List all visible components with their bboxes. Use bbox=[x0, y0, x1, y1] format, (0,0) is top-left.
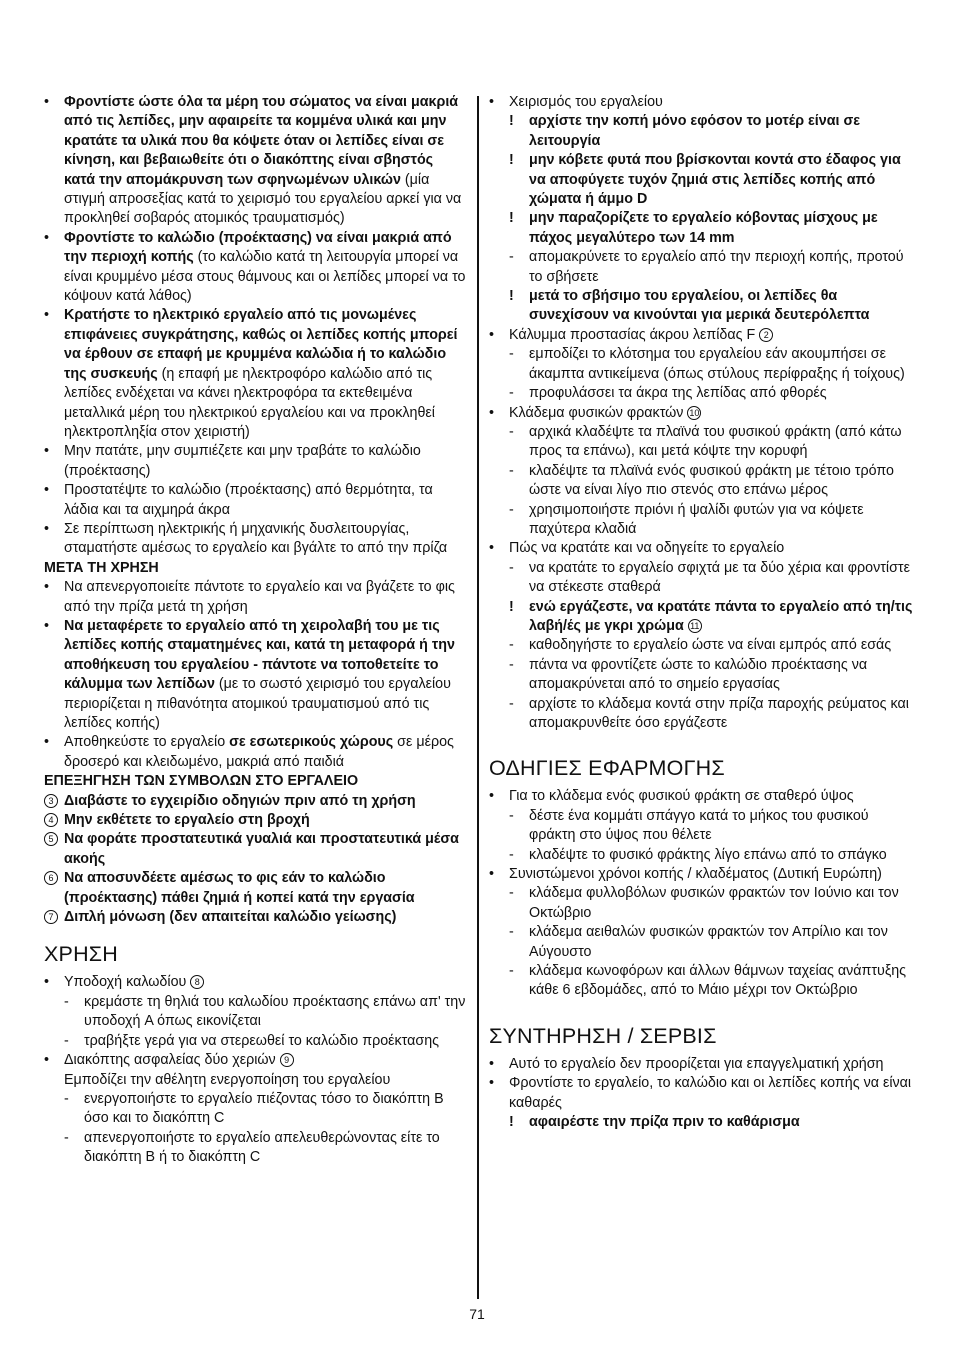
circled-number: 3 bbox=[44, 794, 58, 808]
symbol-item: 5 Να φοράτε προστατευτικά γυαλιά και προστατευτικά μέσα ακοής bbox=[44, 830, 468, 869]
warning-item: ! αρχίστε την κοπή μόνο εφόσον το μοτέρ είναι σε λειτουργία bbox=[509, 113, 861, 149]
list-item: • Αυτό το εργαλείο δεν προορίζεται για επαγγελματική χρήση bbox=[489, 1055, 884, 1072]
sub-item: - αρχικά κλαδέψτε τα πλαϊνά του φυσικού φράκτη (από κάτω προς τα επάνω), και μετά κόψτε την κορυφή bbox=[509, 423, 902, 460]
column-divider bbox=[477, 96, 479, 1299]
sub-item: - κλαδέψτε τα πλαϊνά ενός φυσικού φράκτη με τέτοιο τρόπο ώστε να είναι λίγο πιο στενός στο επάνω μέρος bbox=[509, 462, 894, 499]
symbol-item: 6 Να αποσυνδέετε αμέσως το φις εάν το καλώδιο (προέκτασης) πάθει ζημιά ή κοπεί κατά την εργασία bbox=[44, 869, 468, 908]
sub-item: - δέστε ένα κομμάτι σπάγγο κατά το μήκος του φυσικού φράκτη στο ύψος που θέλετε bbox=[509, 807, 869, 844]
circled-number: 6 bbox=[44, 871, 58, 885]
warning-item: ! ενώ εργάζεστε, να κρατάτε πάντα το εργαλείο από τη/τις λαβή/ές με γκρι χρώμα 11 bbox=[509, 598, 913, 634]
list-item: • Αποθηκεύστε το εργαλείο σε εσωτερικούς χώρους σε μέρος δροσερό και κλειδωμένο, μακριά από παιδιά bbox=[44, 734, 454, 770]
sub-item: - απομακρύνετε το εργαλείο από την περιοχή κοπής, προτού το σβήσετε bbox=[509, 249, 904, 285]
circled-number: 11 bbox=[688, 619, 702, 633]
list-item: • Διακόπτης ασφαλείας δύο χεριών 9 Εμποδίζει την αθέλητη ενεργοποίηση του εργαλείου bbox=[44, 1052, 391, 1088]
list-item: • Χειρισμός του εργαλείου bbox=[489, 94, 663, 110]
symbol-item: 4 Μην εκθέτετε το εργαλείο στη βροχή bbox=[44, 811, 468, 830]
list-item: • Μην πατάτε, μην συμπιέζετε και μην τραβάτε το καλώδιο (προέκτασης) bbox=[44, 443, 421, 479]
use-heading: ΧΡΗΣΗ bbox=[44, 942, 119, 967]
after-use-heading: ΜΕΤΑ ΤΗ ΧΡΗΣΗ bbox=[44, 559, 159, 576]
list-item: • Φροντίστε το καλώδιο (προέκτασης) να είναι μακριά από την περιοχή κοπής (το καλώδιο κατά τη λειτουργία μπορεί να είναι κρυμμένο μέσα στους θάμνους και οι λεπίδες μπορεί να το κόψουν κατά λάθος) bbox=[44, 229, 466, 305]
sub-item: - απενεργοποιήστε το εργαλείο απελευθερώνοντας είτε το διακόπτη B ή το διακόπτη C bbox=[64, 1129, 440, 1166]
list-item: • Κάλυμμα προστασίας άκρου λεπίδας F 2 bbox=[489, 326, 917, 345]
list-item: • Φροντίστε το εργαλείο, το καλώδιο και οι λεπίδες κοπής να είναι καθαρές bbox=[489, 1075, 912, 1111]
list-item: • Φροντίστε ώστε όλα τα μέρη του σώματος να είναι μακριά από τις λεπίδες, μην αφαιρείτε τα κομμένα υλικά και μην κρατάτε τα υλικά που θα κόψετε όταν οι λεπίδες είναι σε κίνηση, και βεβαιωθείτε ότι ο διακόπτης είναι σβηστός κατά την απομάκρυνση των σφηνωμένων υλικών (μία στιγμή απροσεξίας κατά το χειρισμό του εργαλείου αρκεί για να προκληθεί σοβαρός ατομικός τραυματισμός) bbox=[44, 94, 462, 227]
sub-item: - χρησιμοποιήστε πριόνι ή ψαλίδι φυτών για να κόψετε παχύτερα κλαδιά bbox=[509, 501, 864, 537]
warning-item: ! μετά το σβήσιμο του εργαλείου, οι λεπίδες θα συνεχίσουν να κινούνται για μερικά δευτερόλεπτα bbox=[509, 288, 870, 324]
sub-item: - να κρατάτε το εργαλείο σφιχτά με τα δύο χέρια και φροντίστε να στέκεστε σταθερά bbox=[509, 559, 910, 596]
warning-item: ! μην κόβετε φυτά που βρίσκονται κοντά στο έδαφος για να αποφύγετε τυχόν ζημιά στις λεπίδες κοπής από χώματα ή άμμο D bbox=[509, 152, 901, 208]
sub-item: - κλάδεμα φυλλοβόλων φυσικών φρακτών τον Ιούνιο και τον Οκτώβριο bbox=[509, 885, 899, 921]
list-item: • Προστατέψτε το καλώδιο (προέκτασης) από θερμότητα, τα λάδια και τα αιχμηρά άκρα bbox=[44, 482, 433, 518]
sub-item: - εμποδίζει το κλότσημα του εργαλείου εάν ακουμπήσει σε άκαμπτα αντικείμενα (όπως στύλους περίφραξης ή τοίχους) bbox=[509, 346, 905, 382]
sub-item: - τραβήξτε γερά για να στερεωθεί το καλώδιο προέκτασης bbox=[64, 1032, 440, 1049]
sub-item: - πάντα να φροντίζετε ώστε το καλώδιο προέκτασης να απομακρύνεται από το σημείο εργασίας bbox=[509, 656, 868, 693]
list-item: • Πώς να κρατάτε και να οδηγείτε το εργαλείο bbox=[489, 540, 785, 557]
sub-item: - αρχίστε το κλάδεμα κοντά στην πρίζα παροχής ρεύματος και απομακρυνθείτε όσο εργάζεστε bbox=[509, 695, 909, 731]
sub-item: - κρεμάστε τη θηλιά του καλωδίου προέκτασης επάνω απ' την υποδοχή A όπως εικονίζεται bbox=[64, 993, 466, 1030]
list-item: • Υποδοχή καλωδίου 8 bbox=[44, 973, 468, 992]
sub-item: - κλάδεμα αειθαλών φυσικών φρακτών τον Απρίλιο και τον Αύγουστο bbox=[509, 924, 888, 960]
circled-number: 9 bbox=[280, 1053, 294, 1067]
list-item: • Κρατήστε το ηλεκτρικό εργαλείο από τις μονωμένες επιφάνειες συγκράτησης, καθώς οι λεπίδες κοπής μπορεί να έρθουν σε επαφή με κρυμμένα καλώδια ή το καλώδιο της συσκευής (η επαφή με ηλεκτροφόρο καλώδιο από τις λεπίδες ενδέχεται να κάνει ηλεκτροφόρα τα εκτεθειμένα μεταλλικά μέρη του ηλεκτρικού εργαλείου και να προκληθεί ηλεκτροπληξία στον χειριστή) bbox=[44, 307, 458, 440]
sub-item: - κλαδέψτε το φυσικό φράκτης λίγο επάνω από το σπάγκο bbox=[509, 846, 887, 863]
circled-number: 5 bbox=[44, 832, 58, 846]
warning-item: ! αφαιρέστε την πρίζα πριν το καθάρισμα bbox=[509, 1114, 800, 1131]
application-heading: ΟΔΗΓΙΕΣ ΕΦΑΡΜΟΓΗΣ bbox=[489, 756, 725, 781]
list-item: • Να μεταφέρετε το εργαλείο από τη χειρολαβή του με τις λεπίδες κοπής σταματημένες και, κατά τη μεταφορά ή την αποθήκευση του εργαλείου - πάντοτε να τοποθετείτε το κάλυμμα των λεπίδων (με το σωστό χειρισμό του εργαλείου περιορίζεται η πιθανότητα ατομικού τραυματισμού από τις λεπίδες κοπής) bbox=[44, 617, 455, 731]
list-item: • Για το κλάδεμα ενός φυσικού φράκτη σε σταθερό ύψος bbox=[489, 788, 854, 805]
circled-number: 7 bbox=[44, 910, 58, 924]
symbol-item: 7 Διπλή μόνωση (δεν απαιτείται καλώδιο γείωσης) bbox=[44, 908, 468, 927]
circled-number: 10 bbox=[689, 407, 700, 418]
sub-item: - καθοδηγήστε το εργαλείο ώστε να είναι εμπρός από εσάς bbox=[509, 637, 892, 654]
warning-item: ! μην παραζορίζετε το εργαλείο κόβοντας μίσχους με πάχος μεγαλύτερο των 14 mm bbox=[509, 210, 878, 246]
list-item: • Κλάδεμα φυσικών φρακτών 10 bbox=[489, 404, 700, 421]
symbol-item: 3 Διαβάστε το εγχειρίδιο οδηγιών πριν από τη χρήση bbox=[44, 792, 468, 811]
page-number: 71 bbox=[469, 1306, 485, 1322]
circled-number: 2 bbox=[759, 328, 773, 342]
list-item: • Να απενεργοποιείτε πάντοτε το εργαλείο και να βγάζετε το φις από την πρίζα μετά τη χρήση bbox=[44, 579, 455, 615]
right-column bbox=[489, 93, 917, 1133]
circled-number: 8 bbox=[190, 975, 204, 989]
sub-item: - ενεργοποιήστε το εργαλείο πιέζοντας τόσο το διακόπτη B όσο και το διακόπτη C bbox=[64, 1090, 444, 1127]
list-item: • Συνιστώμενοι χρόνοι κοπής / κλαδέματος (Δυτική Ευρώπη) bbox=[489, 866, 882, 883]
circled-number: 4 bbox=[44, 813, 58, 827]
list-item: • Σε περίπτωση ηλεκτρικής ή μηχανικής δυσλειτουργίας, σταματήστε αμέσως το εργαλείο και βγάλτε το από την πρίζα bbox=[44, 520, 448, 557]
sub-item: - προφυλάσσει τα άκρα της λεπίδας από φθορές bbox=[509, 385, 827, 402]
left-column bbox=[44, 93, 468, 1168]
sub-item: - κλάδεμα κωνοφόρων και άλλων θάμνων ταχείας ανάπτυξης κάθε 6 εβδομάδες, από το Μάιο μέχρι τον Οκτώβριο bbox=[509, 963, 907, 999]
symbols-heading: ΕΠΕΞΗΓΗΣΗ ΤΩΝ ΣΥΜΒΟΛΩΝ ΣΤΟ ΕΡΓΑΛΕΙΟ bbox=[44, 773, 359, 790]
service-heading: ΣΥΝΤΗΡΗΣΗ / ΣΕΡΒΙΣ bbox=[489, 1023, 717, 1048]
